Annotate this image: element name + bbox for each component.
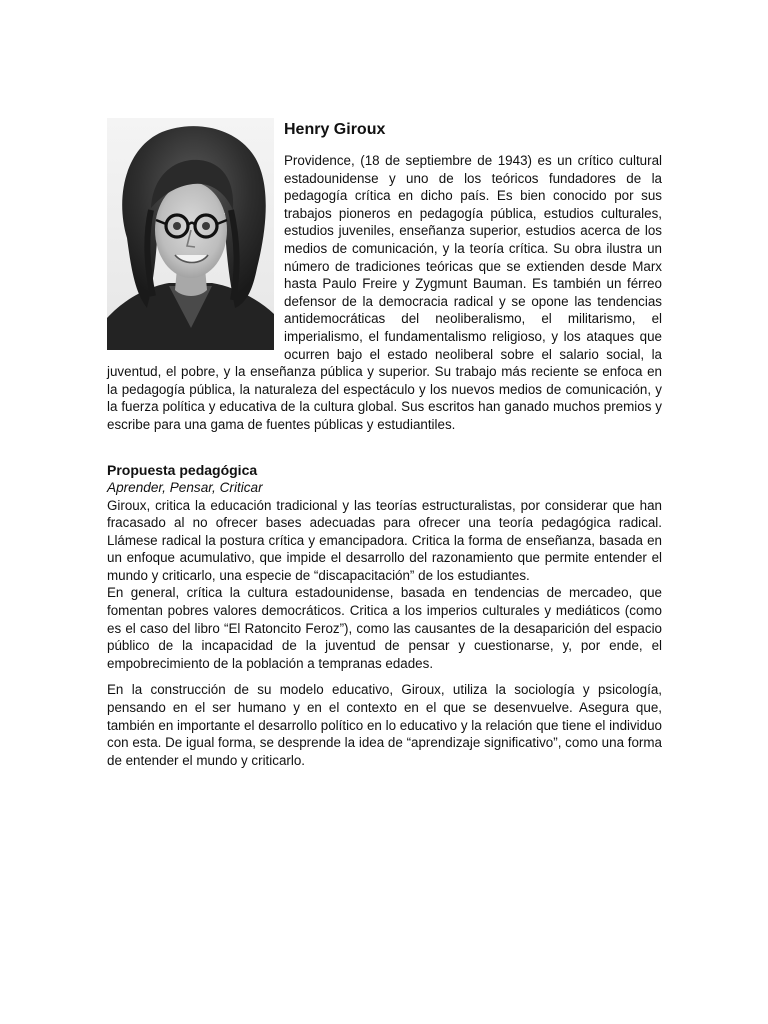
section-heading: Propuesta pedagógica	[107, 461, 258, 478]
portrait-image	[107, 118, 274, 350]
section-subheading: Aprender, Pensar, Criticar	[107, 479, 263, 495]
author-portrait-photo	[107, 118, 274, 350]
body-paragraph-2: En general, crítica la cultura estadounidense, basada en tendencias de mercadeo, que fomentan pobres valores democráticos. Critica a los imperios culturales y mediáticos (como es el caso del libro “El Ratoncito Feroz”), como las causantes de la desaparición del espacio público de la incapacidad de la juventud de pensar y cuestionarse, y, por ende, el empobrecimiento de la población a tempranas edades.	[107, 585, 662, 671]
article	[107, 118, 662, 769]
intro-paragraph: Providence, (18 de septiembre de 1943) es un crítico cultural estadounidense y uno de los teóricos fundadores de la pedagogía crítica en dicho país. Es bien conocido por sus trabajos pioneros en pedagogía pública, estudios culturales, estudios juveniles, enseñanza superior, estudios acerca de los medios de comunicación, y la teoría crítica. Su obra ilustra un número de tradiciones teóricas que se extienden desde Marx hasta Paulo Freire y Zygmunt Bauman. Es también un férreo defensor de la democracia radical y se opone las tendencias antidemocráticas del neoliberalismo, el militarismo, el imperialismo, el fundamentalismo religioso, y los ataques que ocurren bajo el estado neoliberal sobre el salario social, la juventud, el pobre, y la enseñanza pública y superior. Su trabajo más reciente se enfoca en la pedagogía pública, la naturaleza del espectáculo y los nuevos medios de comunicación, y la fuerza política y educativa de la cultura global. Sus escritos han ganado muchos premios y escribe para una gama de fuentes públicas y estudiantiles.	[107, 153, 662, 432]
article-title: Henry Giroux	[284, 121, 386, 138]
body-paragraph-1: Giroux, critica la educación tradicional y las teorías estructuralistas, por considerar que han fracasado al no ofrecer bases adecuadas para ofrecer una teoría pedagógica radical. Llámese radical la postura crítica y emancipadora. Critica la forma de enseñanza, basada en un enfoque acumulativo, que impide el desarrollo del razonamiento que permite entender el mundo y criticarlo, una especie de “discapacitación” de los estudiantes.	[107, 497, 662, 583]
paragraph-spacer	[107, 672, 662, 681]
body-paragraph-3: En la construcción de su modelo educativo, Giroux, utiliza la sociología y psicología, pensando en el ser humano y en el contexto en el que se desenvuelve. Asegura que, también en importante el desarrollo político en lo educativo y la relación que tiene el individuo con esta. De igual forma, se desprende la idea de “aprendizaje significativo”, como una forma de entender el mundo y criticarlo.	[107, 682, 662, 768]
